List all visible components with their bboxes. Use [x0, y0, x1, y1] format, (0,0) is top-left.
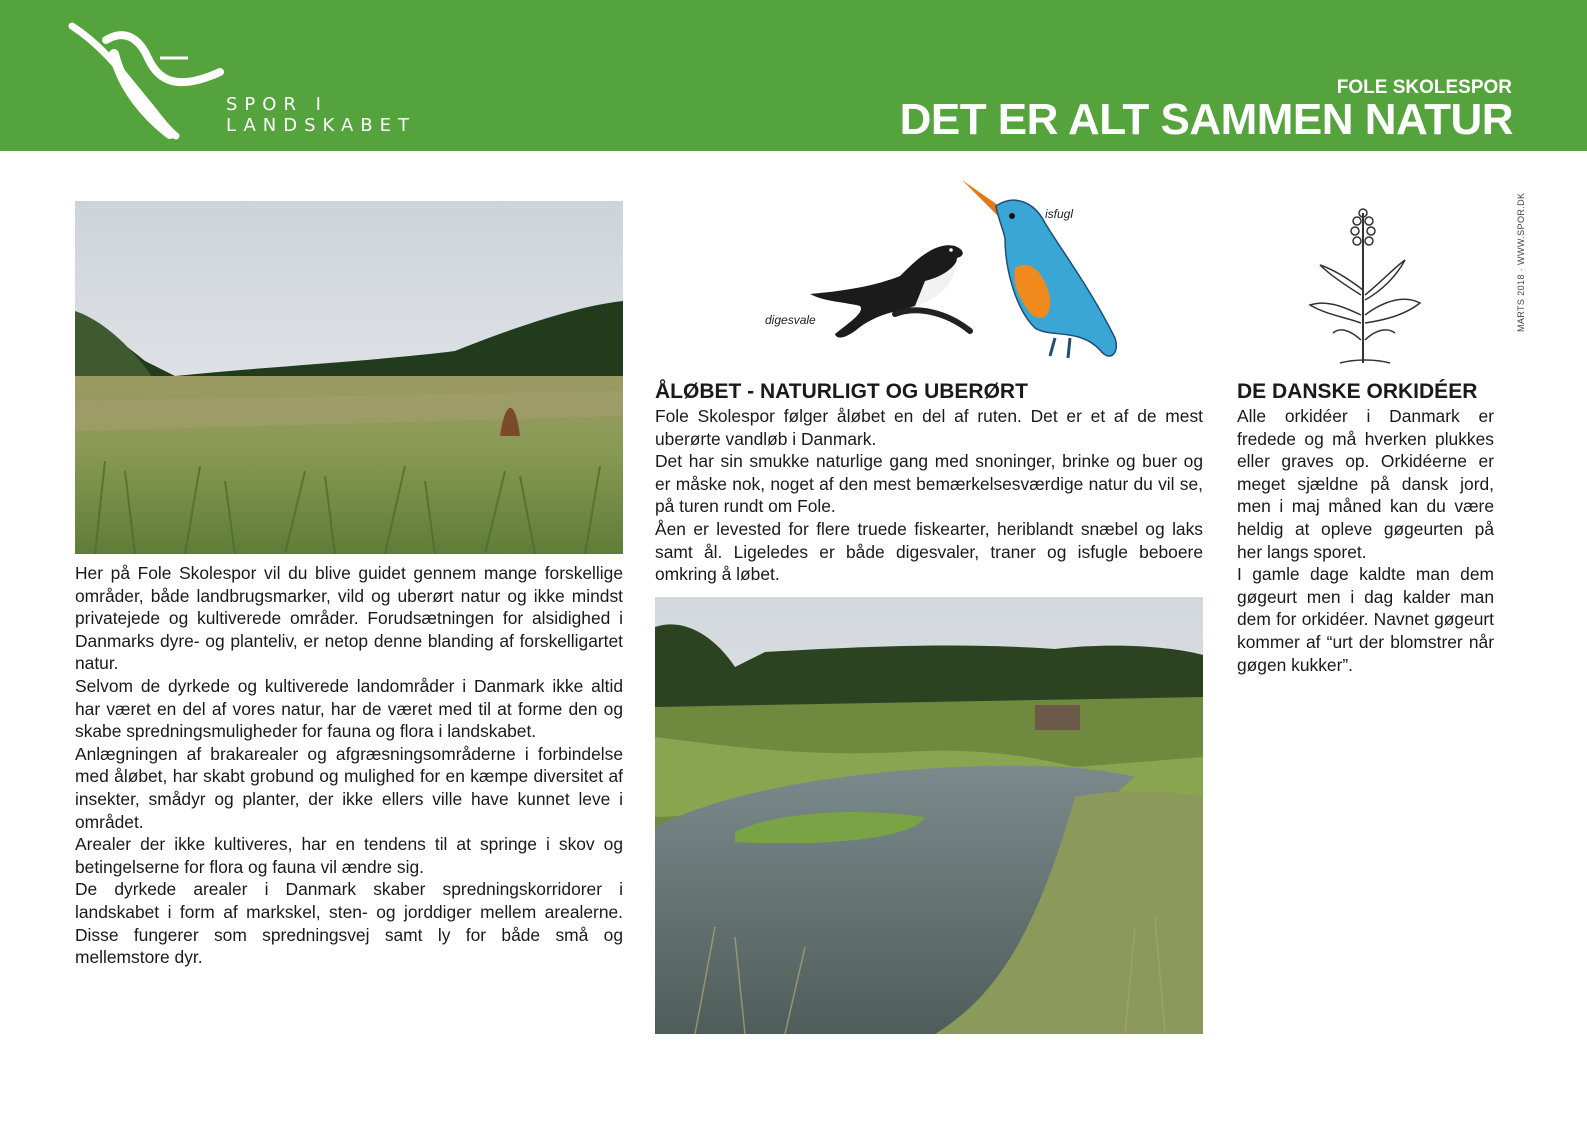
left-paragraph: Her på Fole Skolespor vil du blive guidet gennem mange forskellige områder, både landbrugsmarker, vild og uberørt natur og ikke mindst privatejede og kultiverede områder. Forudsætningen for alsidighed i Danmarks dyre- og planteliv, er netop denne blanding af forskelligartet natur.: [75, 563, 623, 674]
middle-paragraph: Det har sin smukke naturlige gang med snoninger, brinke og buer og er måske nok, noget af den mest bemærkelsesværdige natur du vil se, på turen rundt om Fole.: [655, 451, 1203, 517]
side-note: MARTS 2018 · WWW.SPOR.DK: [1516, 192, 1526, 332]
orchid-heading: DE DANSKE ORKIDÉER: [1237, 380, 1478, 403]
swallow-caption: digesvale: [765, 313, 816, 327]
left-paragraph: Selvom de dyrkede og kultiverede landområder i Danmark ikke altid har været en del af vores natur, har de været med til at forme den og skabe spredningsmuligheder for fauna og flora i landskabet.: [75, 675, 623, 742]
left-paragraph: Arealer der ikke kultiveres, har en tendens til at springe i skov og betingelserne for flora og fauna vil ændre sig.: [75, 834, 623, 877]
right-paragraph: I gamle dage kaldte man dem gøgeurt men i dag kalder man dem for orkidéer. Navnet gøgeurt kommer af “urt der blomstrer når gøgen kukker”.: [1237, 564, 1494, 675]
river-heading: ÅLØBET - NATURLIGT OG UBERØRT: [655, 380, 1028, 403]
kingfisher-caption: isfugl: [1045, 207, 1074, 221]
right-column-text: [1237, 405, 1494, 676]
swallow-illustration: [805, 236, 980, 346]
page-title: DET ER ALT SAMMEN NATUR: [899, 95, 1513, 144]
brand-line-2: LANDSKABET: [226, 115, 417, 136]
brand-wordmark: [226, 94, 416, 136]
middle-paragraph: Fole Skolespor følger åløbet en del af ruten. Det er et af de mest uberørte vandløb i Danmark.: [655, 406, 1203, 449]
orchid-illustration: [1305, 205, 1425, 370]
header-bar: [0, 0, 1587, 151]
right-paragraph: Alle orkidéer i Danmark er fredede og må hverken plukkes eller graves op. Orkidéerne er meget sjældne på dansk jord, men i maj måned kan du være heldig at opleve gøgeurten på her langs sporet.: [1237, 406, 1494, 562]
spor-logo-icon: [66, 18, 226, 142]
left-column-text: [75, 562, 623, 969]
page-subtitle: FOLE SKOLESPOR: [1336, 77, 1512, 98]
meadow-photo: [75, 201, 623, 554]
middle-paragraph: Åen er levested for flere truede fiskearter, heriblandt snæbel og laks samt ål. Ligeledes er både digesvaler, traner og isfugle beboere omkring å løbet.: [655, 518, 1203, 585]
brand-line-1: SPOR I: [226, 94, 328, 115]
middle-column-text: [655, 405, 1203, 586]
river-photo: [655, 597, 1203, 1034]
left-paragraph: De dyrkede arealer i Danmark skaber spredningskorridorer i landskabet i form af markskel, sten- og jorddiger mellem arealerne. Disse fungerer som spredningsvej samt ly for både små og mellemstore dyr.: [75, 879, 623, 968]
left-paragraph: Anlægningen af brakarealer og afgræsningsområderne i forbindelse med åløbet, har skabt grobund og mulighed for en kæmpe diversitet af insekter, smådyr og planter, der ikke ellers ville have kunnet leve i området.: [75, 743, 623, 832]
